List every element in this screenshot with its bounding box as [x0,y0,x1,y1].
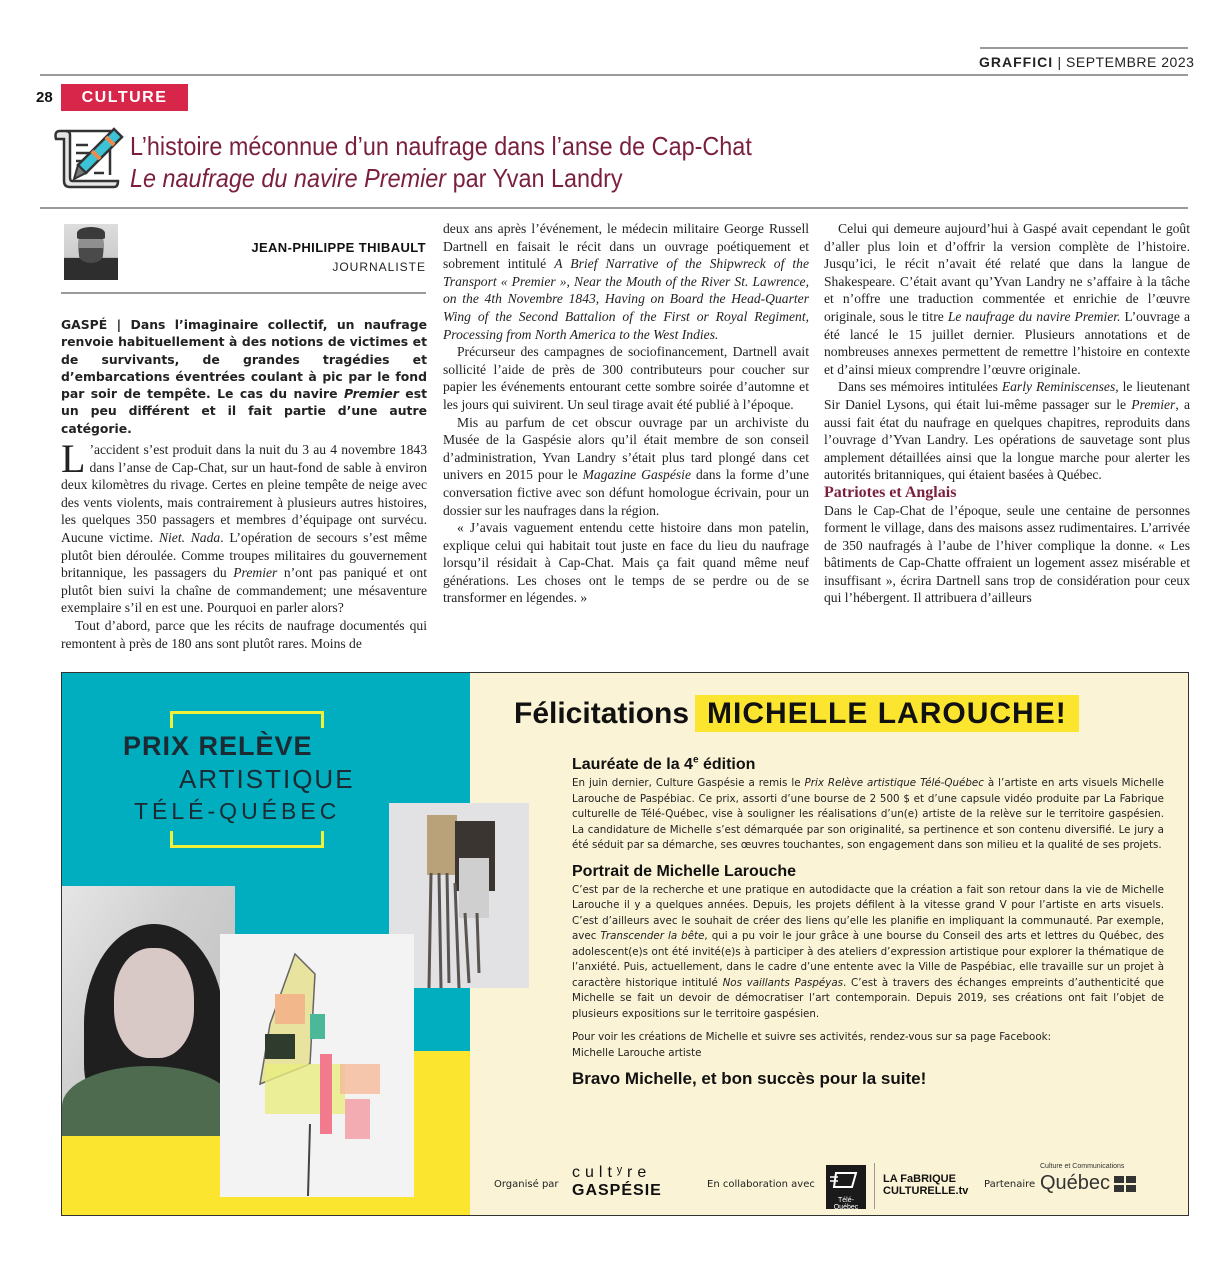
artwork-photo-collage [220,934,414,1197]
masthead-bottom-rule [40,74,1188,76]
laureate-name-highlight: MICHELLE LAROUCHE! [695,695,1079,732]
article-paragraph: Celui qui demeure aujourd’hui à Gaspé avait cependant le goût d’aller plus loin et d’offrir la version complète de l’histoire. Jusqu’ici, le récit n’avait été relaté que dans la langue de Shakespeare. C’était avant qu’Yvan Landry ne s’affaire à la tâche et n’offre une traduction commentée et enrichie de l’œuvre originale, sous le titre Le naufrage du navire Premier. L’ouvrage a été lancé le 15 juillet dernier. Plusieurs annotations et de nombreuses annexes permettent de remettre l’histoire en contexte et d’ainsi mieux comprendre l’œuvre originale. [824,221,1190,377]
article-lede: GASPÉ | Dans l’imaginaire collectif, un naufrage renvoie habituellement à des notions de victimes et de survivants, de grandes tragédies et d’embarcations éventrées coulant à pic par le fond par soir de tempête. Le cas du navire Premier est un peu différent et il fait partie d’une autre catégorie. [61,317,427,436]
prix-frame-bottom [170,831,324,848]
partenaire-label: Partenaire [984,1179,1036,1190]
headline-subtitle [130,162,752,194]
ad-paragraph-award: En juin dernier, Culture Gaspésie a remis le Prix Relève artistique Télé-Québec à l’artiste en arts visuels Michelle Larouche de Paspébiac. Ce prix, assorti d’une bourse de 2 500 $ et d’une capsule vidéo produite par La Fabrique culturelle de Télé-Québec, vise à souligner les réalisations d’un(e) artiste de la relève sur le territoire gaspésien. La candidature de Michelle s’est démarquée par son originalité, sa pertinence et son contenu diversifié. Le jury a été séduit par sa démarche, ses œuvres touchantes, son engagement dans son milieu et la qualité de ses projets. [572,777,1164,851]
ad-body-text [572,755,1164,1089]
masthead-top-rule [980,47,1188,49]
tele-quebec-logo: Télé-Québec [826,1165,866,1209]
article-paragraph: Mis au parfum de cet obscur ouvrage par un archiviste du Musée de la Gaspésie alors qu’il était membre de son conseil d’administration, Yvan Landry s’était plus tard plongé dans cet univers en 2015 pour le Magazine Gaspésie dans la forme d’une conversation fictive avec son défunt homologue écrivain, pour un dossier sur les naufrages dans la région. [443,414,809,518]
advertisement-prix-releve [61,672,1189,1216]
article-paragraph: deux ans après l’événement, le médecin militaire George Russell Dartnell en faisait le récit dans un ouvrage poétiquement et sobrement intitulé A Brief Narrative of the Shipwreck of the Transport « Premier », Near the Mouth of the River St. Lawrence, on the 4th Novembre 1843, Having on Board the Head-Quarter Wing of the Second Battalion of the First or Royal Regiment, Processing from North America to the West Indies. [443,221,809,342]
masthead [979,54,1194,70]
author-role: JOURNALISTE [332,260,426,274]
section-tag: CULTURE [61,84,188,111]
headline-title: L’histoire méconnue d’un naufrage dans l’anse de Cap-Chat [130,131,752,161]
author-name: JEAN-PHILIPPE THIBAULT [251,240,426,255]
ad-closing-line: Bravo Michelle, et bon succès pour la suite! [572,1069,927,1088]
ad-heading-laureate: Lauréate de la 4e édition [572,754,756,773]
ad-paragraph-facebook: Pour voir les créations de Michelle et suivre ses activités, rendez-vous sur sa page Facebook: Michelle Larouche artiste [572,1030,1164,1061]
author-avatar [64,224,118,280]
article-paragraph: Dans le Cap-Chat de l’époque, seule une centaine de personnes forment le village, dans des maisons assez rudimentaires. L’arrivée de 350 naufragés à l’aube de l’hiver complique la donne. « Les bâtiments de Cap-Chatte offraient un logement assez misérable et insuffisant », écrira Dartnell sans trop de considération pour ceux qui l’hébergent. Il attribuera d’ailleurs [824,502,1190,606]
prix-title-line1: PRIX RELÈVE [123,731,313,761]
article-paragraph: « J’avais vaguement entendu cette histoire dans mon patelin, explique celui qui habitait tout juste en face du lieu du naufrage lorsqu’il résidait à Cap-Chat. Mais ça fait quand même neuf générations. Les choses ont le temps de se perdre ou de se transformer en légendes. » [443,520,809,606]
collaboration-label: En collaboration avec [707,1179,815,1190]
article-paragraph: L ’accident s’est produit dans la nuit du 3 au 4 novembre 1843 dans l’anse de Cap-Chat, sur un haut-fond de sable à environ deux kilomètres du rivage. Certes en pleine tempête de neige avec des vents violents, mais contrairement à plusieurs autres histoires, les quelques 350 passagers et membres d’équipage ont survécu. Aucune victime. Niet. Nada. L’opération de secours s’est même plutôt bien déroulée. Comme troupes militaires du gouvernement britannique, les passagers du Premier n’ont pas paniqué et ont plutôt bien suivi la chaîne de commandement; une mésaventure exemplaire s’il en est une. Pourquoi en parler alors? [61,436,427,616]
ad-headline [514,697,1079,731]
organise-par-label: Organisé par [494,1179,559,1190]
publication-name: GRAFFICI [979,54,1054,70]
issue-date: SEPTEMBRE 2023 [1066,54,1195,70]
article-column-2 [443,220,809,660]
felicitations-text: Félicitations [514,697,690,730]
article-paragraph: Précurseur des campagnes de sociofinancement, Dartnell avait sollicité l’aide de près de 300 contributeurs pour coucher sur papier les événements entourant cette sombre soirée d’automne et les jours qui suivirent. Un seul tirage avait été publié à l’époque. [443,344,809,412]
book-title: Le naufrage du navire Premier [130,163,447,193]
prix-title-line2: ARTISTIQUE [179,764,355,794]
headline-author: par Yvan Landry [446,163,623,193]
page-number: 28 [36,89,53,106]
quebec-government-logo: Culture et Communications Québec [1040,1162,1136,1195]
byline-rule [61,292,426,294]
fabrique-culturelle-logo: LA FaBRIQUE CULTURELLE.tv [874,1163,968,1209]
facebook-page-link[interactable]: Michelle Larouche artiste [572,1046,702,1059]
scroll-and-pen-icon [52,125,124,189]
article-column-3 [824,220,1190,660]
prix-title-line3: TÉLÉ-QUÉBEC [134,798,341,824]
ad-paragraph-portrait: C’est par de la recherche et une pratique en autodidacte que la création a fait son retour dans la vie de Michelle Larouche il y a quelques années. Depuis, les projets défilent à la vitesse grand V pour l’artiste en arts visuels. C’est d’ailleurs avec le souhait de créer des liens qu’elle les planifie en impliquant la communauté. Par exemple, avec Transcender la bête, qui a pu voir le jour grâce à une bourse du Conseil des arts et lettres du Québec, des adolescent(e)s ont été invité(e)s à participer à des ateliers d’expression artistique pour explorer la thématique de l’anxiété. Puis, actuellement, dans le cadre d’une entente avec la Ville de Paspébiac, elle travaille sur un projet à caractère historique intitulé Nos vaillants Paspéyas. C’est à travers des échanges empreints d’authenticité que Michelle se fait un devoir de démocratiser l’art contemporain. Depuis 2019, ses créations ont fait l’objet de plusieurs expositions sur le territoire gaspésien. [572,883,1164,1020]
article-paragraph: Dans ses mémoires intitulées Early Reminiscenses, le lieutenant Sir Daniel Lysons, qui était lui-même passager sur le Premier, a aussi fait état du naufrage en quelques chapitres, reproduits dans l’ouvrage d’Yvan Landry. Les opérations de sauvetage sont plus amplement détaillées ainsi que la longue marche pour alerter les autorités britanniques, qui étaient basées à Québec. [824,379,1190,483]
prix-frame-top [170,711,324,728]
article-column-1-body [61,436,427,652]
headline-rule [40,207,1188,209]
headline [130,130,752,194]
drop-cap: L [61,436,86,482]
article-column-1 [61,316,427,661]
masthead-separator: | [1057,54,1062,70]
ad-heading-portrait: Portrait de Michelle Larouche [572,862,797,880]
fleurdelise-flag-icon [1114,1176,1136,1192]
article-paragraph: Tout d’abord, parce que les récits de naufrage documentés qui remontent à près de 180 ans sont plutôt rares. Moins de [61,618,427,651]
culture-gaspesie-logo: cultʸre GASPÉSIE [572,1164,662,1199]
article-subhead: Patriotes et Anglais [824,483,957,501]
artist-portrait-photo [62,886,235,1136]
